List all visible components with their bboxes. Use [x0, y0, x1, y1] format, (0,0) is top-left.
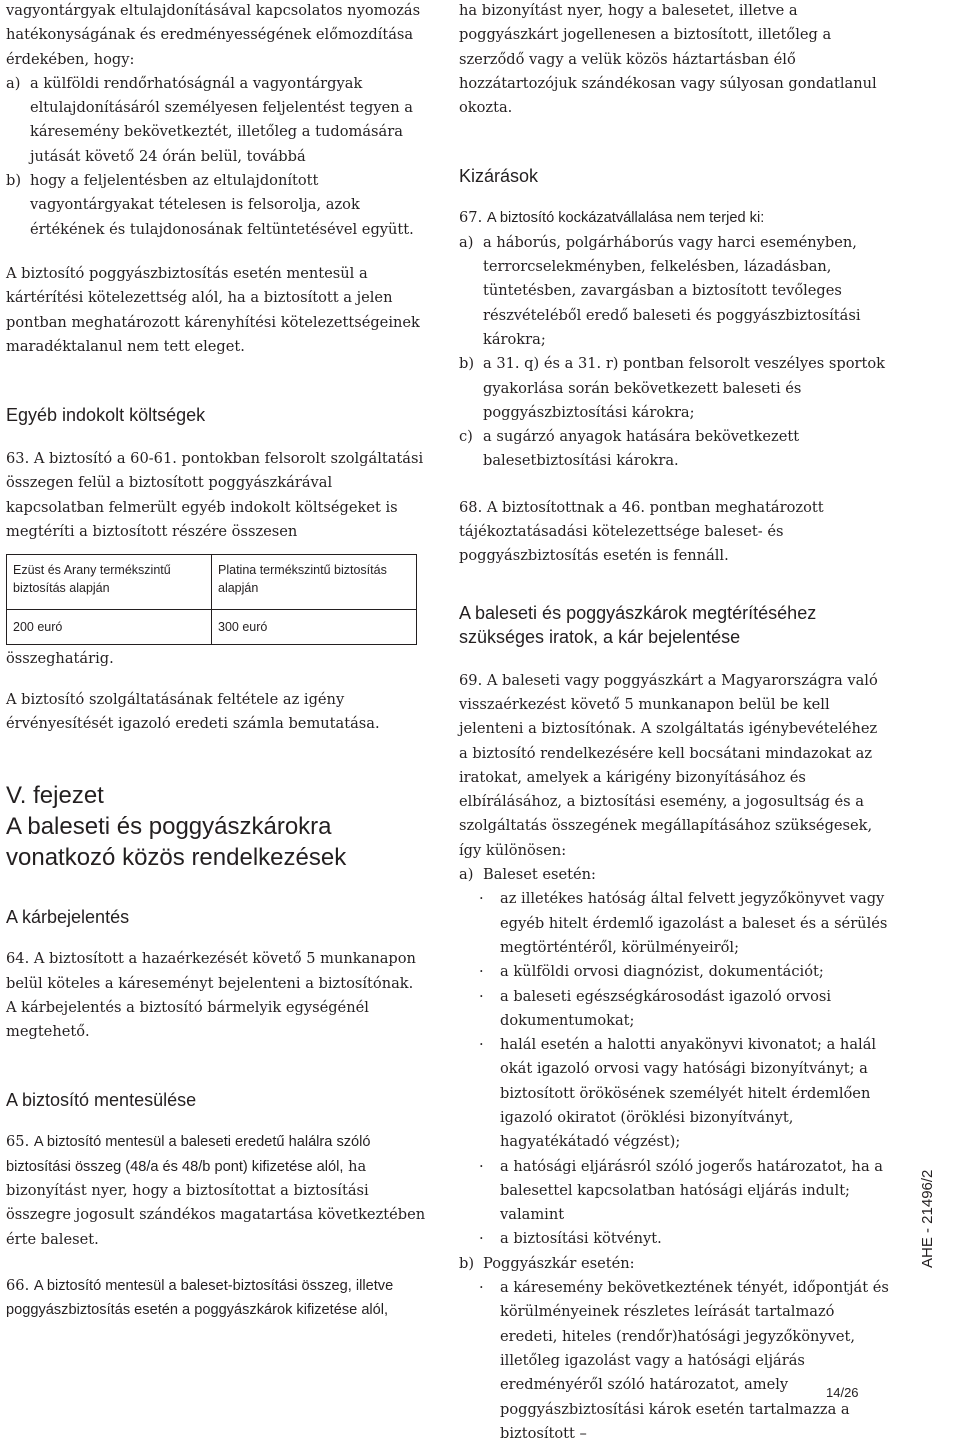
bullet-text: az illetékes hatóság által felvett jegyzőkönyvet vagy egyéb hitelt érdemlő igazolást a baleset és a sérülés megtörténtéről, körülményeiről; [500, 890, 888, 956]
accident-document-list [459, 887, 889, 1251]
bullet-text: a hatósági eljárásról szóló jogerős határozatot, ha a balesettel kapcsolatban hatósági eljárás indult; valamint [500, 1157, 883, 1224]
table-header-cell: Platina termékszintű biztosítás alapján [212, 555, 417, 610]
paragraph-63: 63. A biztosító a 60-61. pontokban felsorolt szolgáltatási összegen felül a biztosított poggyászkárával kapcsolatban felmerült egyéb indokolt költségeket is megtéríti a biztosított részére összesen [6, 450, 424, 541]
paragraph-66-continued: ha bizonyítást nyer, hogy a balesetet, illetve a poggyászkárt jogellenesen a biztosított, illetőleg a szerződő vagy a velük közös háztartásban élő hozzátartozójuk szándékosan vagy súlyosan gondatlanul okozta. [459, 2, 877, 117]
table-header-cell: Ezüst és Arany termékszintű biztosítás alapján [7, 555, 212, 610]
paragraph-lead: A biztosító mentesül a baleset-biztosítási összeg, illetve poggyászbiztosítás esetén a poggyászkárok kifizetése alól, [6, 1277, 394, 1319]
list-marker: b) [6, 172, 22, 190]
list-text: Poggyászkár esetén: [483, 1254, 635, 1272]
bullet-marker: · [479, 1157, 484, 1175]
list-item [459, 231, 889, 352]
paragraph-lead: A biztosító mentesül a baleseti eredetű halálra szóló biztosítási összeg (48/a és 48/b pont) kifizetése alól, [6, 1134, 371, 1175]
left-column [6, 0, 428, 1323]
bullet-item [459, 1155, 889, 1228]
heading-other-costs: Egyéb indokolt költségek [6, 405, 206, 426]
table-cell: 200 euró [7, 610, 212, 645]
paragraph-66 [6, 1274, 428, 1323]
luggage-document-list [459, 1276, 889, 1446]
bullet-marker: · [479, 987, 484, 1005]
bullet-marker: · [479, 890, 484, 908]
paragraph-65 [6, 1130, 428, 1251]
right-column [459, 0, 889, 1446]
bullet-text: halál esetén a halotti anyakönyvi kivonatot; a halál okát igazoló orvosi vagy hatósági bizonyítványt; a biztosított örökösének személyét hitelt érdemlően igazoló okiratot (öröklési bizonyítványt, hagyatékátadó végzést); [500, 1036, 877, 1151]
list-text: a külföldi rendőrhatóságnál a vagyontárgyak eltulajdonításáról személyesen feljelentést tegyen a káresemény bekövetkeztét, illetőleg a tudomására jutását követő 24 órán belül, továbbá [30, 74, 414, 165]
list-item [6, 72, 428, 169]
list-item [6, 169, 428, 242]
paragraph-text: ha bizonyítást nyer, hogy a biztosítottat a biztosítási összegre jogosult szándékos magatartása következtében érte baleset. [6, 1157, 426, 1248]
page-number: 14/26 [826, 1385, 859, 1400]
paragraph-number: 65. [6, 1133, 30, 1151]
paragraph-number: 67. [459, 209, 483, 227]
table-cell: 300 euró [212, 610, 417, 645]
list-item [459, 1252, 889, 1276]
list-item [459, 425, 889, 474]
bullet-item [459, 1276, 889, 1446]
intro-paragraph: vagyontárgyak eltulajdonításával kapcsolatos nyomozás hatékonyságának és eredményességének előmozdítása érdekében, hogy: [6, 2, 421, 68]
paragraph-69: 69. A baleseti vagy poggyászkárt a Magyarországra való visszaérkezést követő 5 munkanapon belül be kell jelenteni a biztosítónak. A szolgáltatás igénybevételéhez a biztosító rendelkezésére kell bocsátani mindazokat az iratokat, amelyek a kárigény bizonyításához és elbírálásához, a biztosítási esemény, a jogosultság és a szolgáltatás összegének megállapításához szükségesek, így különösen: [459, 671, 878, 859]
exemption-paragraph: A biztosító poggyászbiztosítás esetén mentesül a kártérítési kötelezettség alól, ha a biztosított a jelen pontban meghatározott kárenyhítési kötelezettségeinek maradéktalanul nem tett eleget. [6, 264, 420, 355]
bullet-item [459, 887, 889, 960]
list-text: hogy a feljelentésben az eltulajdonított vagyontárgyakat tételesen is felsorolja, azok értékének és tulajdonosának feltüntetésével együtt. [30, 172, 414, 238]
table-row [7, 610, 417, 645]
list-item [459, 352, 889, 425]
list-marker: b) [459, 355, 475, 373]
bullet-item [459, 960, 889, 984]
list-marker: a) [459, 233, 474, 251]
list-marker: c) [459, 428, 473, 446]
bullet-text: a baleseti egészségkárosodást igazoló orvosi dokumentumokat; [500, 987, 832, 1029]
limit-table [6, 554, 417, 645]
paragraph-68: 68. A biztosítottnak a 46. pontban meghatározott tájékoztatásadási kötelezettsége baleset- és poggyászbiztosítás esetén is fennáll. [459, 498, 824, 565]
bullet-marker: · [479, 963, 484, 981]
bullet-marker: · [479, 1279, 484, 1297]
heading-exclusions: Kizárások [459, 166, 539, 187]
list-text: a háborús, polgárháborús vagy harci eseményben, terrorcselekményben, felkelésben, lázadásban, tüntetésben, zavargásban a biztosított tevőleges részvételéből eredő baleseti és poggyászbiztosítási károkra; [483, 233, 861, 348]
paragraph-number: 66. [6, 1276, 30, 1294]
heading-required-documents: A baleseti és poggyászkárok megtérítéséhez [459, 602, 817, 623]
bullet-item [459, 1033, 889, 1154]
list-text: a 31. q) és a 31. r) pontban felsorolt veszélyes sportok gyakorlása során bekövetkezett baleseti és poggyászbiztosítási károkra; [483, 355, 885, 421]
bullet-item [459, 985, 889, 1034]
list-marker: a) [6, 74, 21, 92]
list-item [459, 863, 889, 887]
bullet-marker: · [479, 1230, 484, 1248]
paragraph-lead: A biztosító kockázatvállalása nem terjed ki: [486, 210, 765, 227]
condition-paragraph: A biztosító szolgáltatásának feltétele az igény érvényesítését igazoló eredeti számla bemutatása. [6, 690, 380, 732]
chapter-title-line: vonatkozó közös rendelkezések [6, 844, 347, 872]
chapter-title-line: A baleseti és poggyászkárokra [6, 813, 332, 841]
bullet-item [459, 1227, 889, 1251]
chapter-number: V. fejezet [6, 782, 104, 810]
table-header-row [7, 555, 417, 610]
list-text: a sugárzó anyagok hatására bekövetkezett balesetbiztosítási károkra. [483, 428, 800, 470]
heading-required-documents-line: szükséges iratok, a kár bejelentése [459, 626, 741, 647]
list-text: Baleset esetén: [483, 866, 596, 884]
paragraph-67 [459, 206, 889, 230]
after-table-text: összeghatárig. [6, 650, 114, 668]
bullet-text: a biztosítási kötvényt. [500, 1230, 662, 1248]
bullet-text: a külföldi orvosi diagnózist, dokumentációt; [500, 963, 824, 981]
list-marker: a) [459, 866, 474, 884]
bullet-text: a káresemény bekövetkeztének tényét, időpontját és körülményeinek részletes leírását tartalmazó eredeti, hiteles (rendőr)hatósági jegyzőkönyvet, illetőleg igazolást vagy a hatósági eljárás eredményéről szóló határozatot, amely poggyászbiztosítási károk esetén tartalmazza a biztosított – [500, 1279, 889, 1442]
list-marker: b) [459, 1254, 475, 1272]
bullet-marker: · [479, 1036, 484, 1054]
heading-insurer-exemption: A biztosító mentesülése [6, 1090, 197, 1111]
heading-claim-report: A kárbejelentés [6, 907, 130, 928]
paragraph-64: 64. A biztosított a hazaérkezését követő 5 munkanapon belül köteles a káreseményt bejelenteni a biztosítónak. A kárbejelentés a biztosító bármelyik egységénél megtehető. [6, 950, 416, 1041]
document-code: AHE - 21496/2 [919, 1169, 936, 1268]
